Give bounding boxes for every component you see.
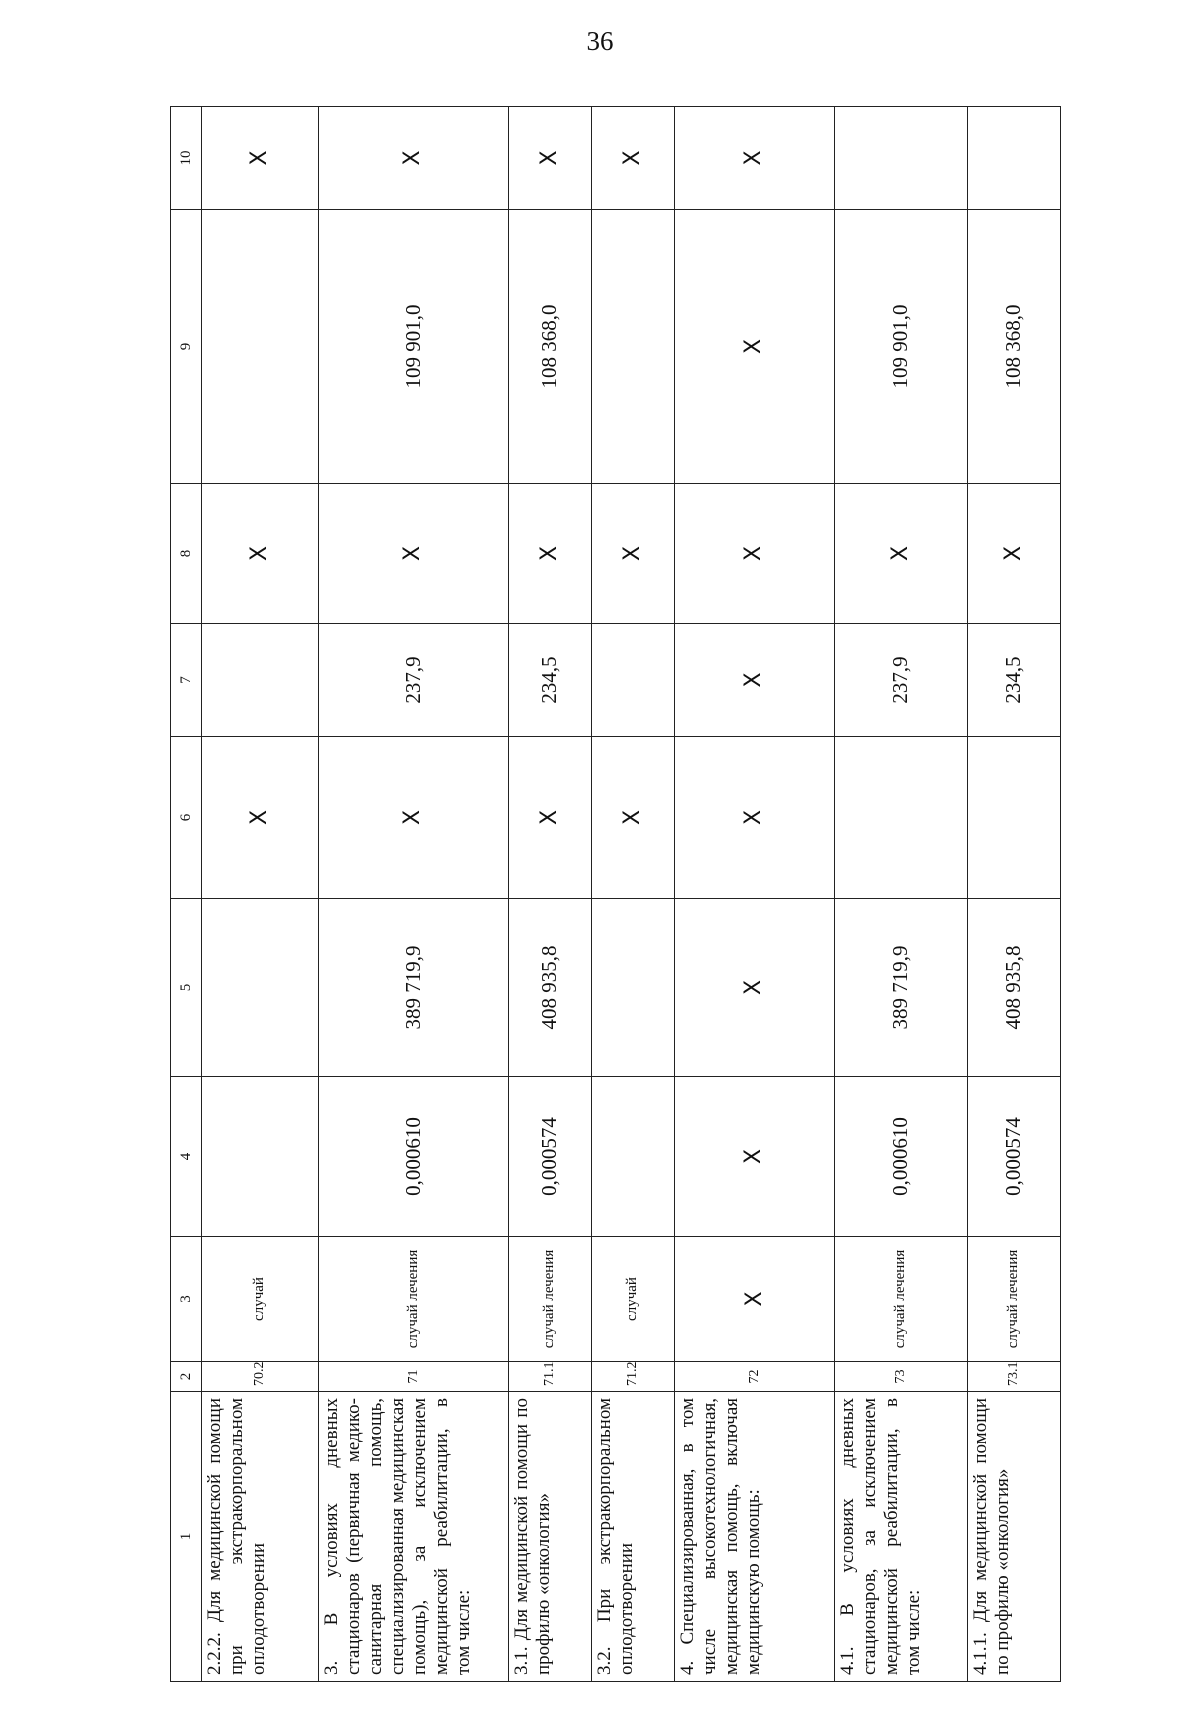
row-name: 3. В условиях дневных стационаров (первичная медико-санитарная помощь, специализированная медицинская помощь), за исключением медицинской реабилитации, в том числе: (319, 1392, 509, 1682)
value-cell: 109 901,0 (835, 210, 968, 484)
table-header (171, 107, 202, 1682)
row-code: 72 (675, 1362, 835, 1392)
value-cell (592, 624, 675, 737)
row-name: 4.1.1. Для медицинской помощи по профилю «онкология» (968, 1392, 1061, 1682)
value-cell (202, 624, 319, 737)
row-code: 73 (835, 1362, 968, 1392)
row-name: 4.1. В условиях дневных стационаров, за исключением медицинской реабилитации, в том числе: (835, 1392, 968, 1682)
value-cell (835, 737, 968, 899)
row-code: 71.2 (592, 1362, 675, 1392)
value-cell: X (592, 737, 675, 899)
value-cell (968, 107, 1061, 210)
value-cell: X (675, 624, 835, 737)
column-header: 9 (171, 210, 202, 484)
value-cell: X (509, 484, 592, 624)
value-cell: 0,000574 (968, 1077, 1061, 1237)
row-name: 2.2.2. Для медицинской помощи при экстракорпоральном оплодотворении (202, 1392, 319, 1682)
value-cell: 234,5 (509, 624, 592, 737)
column-header: 6 (171, 737, 202, 899)
value-cell: 389 719,9 (319, 899, 509, 1077)
table-row (319, 107, 509, 1682)
value-cell (202, 899, 319, 1077)
table-row (968, 107, 1061, 1682)
row-code: 71 (319, 1362, 509, 1392)
table-row (509, 107, 592, 1682)
value-cell: 389 719,9 (835, 899, 968, 1077)
value-cell (592, 899, 675, 1077)
value-cell: X (675, 1077, 835, 1237)
row-name: 4. Специализированная, в том числе высокотехнологичная, медицинская помощь, включая медицинскую помощь: (675, 1392, 835, 1682)
table-row (592, 107, 675, 1682)
value-cell: 0,000574 (509, 1077, 592, 1237)
value-cell: 0,000610 (835, 1077, 968, 1237)
value-cell: X (319, 484, 509, 624)
unit-cell: случай (202, 1237, 319, 1362)
value-cell: X (509, 107, 592, 210)
value-cell: X (319, 737, 509, 899)
value-cell: X (319, 107, 509, 210)
value-cell: X (202, 484, 319, 624)
value-cell: X (675, 107, 835, 210)
value-cell: 109 901,0 (319, 210, 509, 484)
value-cell: 0,000610 (319, 1077, 509, 1237)
column-header: 8 (171, 484, 202, 624)
rotated-table-container (170, 107, 1061, 1682)
value-cell (202, 210, 319, 484)
value-cell: 408 935,8 (968, 899, 1061, 1077)
value-cell: X (675, 210, 835, 484)
column-number-row (171, 107, 202, 1682)
unit-cell: X (675, 1237, 835, 1362)
value-cell: X (968, 484, 1061, 624)
table-row (835, 107, 968, 1682)
value-cell: 234,5 (968, 624, 1061, 737)
table-body (202, 107, 1061, 1682)
value-cell (968, 737, 1061, 899)
value-cell: X (509, 737, 592, 899)
value-cell: 108 368,0 (509, 210, 592, 484)
page-number: 36 (586, 26, 614, 56)
table-row (202, 107, 319, 1682)
value-cell: X (675, 737, 835, 899)
unit-cell: случай лечения (835, 1237, 968, 1362)
unit-cell: случай лечения (968, 1237, 1061, 1362)
column-header: 10 (171, 107, 202, 210)
column-header: 4 (171, 1077, 202, 1237)
table-row (675, 107, 835, 1682)
tariff-table (170, 106, 1061, 1682)
value-cell: 408 935,8 (509, 899, 592, 1077)
value-cell (202, 1077, 319, 1237)
row-code: 70.2 (202, 1362, 319, 1392)
value-cell: 237,9 (835, 624, 968, 737)
row-code: 71.1 (509, 1362, 592, 1392)
unit-cell: случай лечения (509, 1237, 592, 1362)
value-cell: X (835, 484, 968, 624)
column-header: 3 (171, 1237, 202, 1362)
value-cell: X (675, 899, 835, 1077)
row-name: 3.2. При экстракорпоральном оплодотворении (592, 1392, 675, 1682)
row-name: 3.1. Для медицинской помощи по профилю «онкология» (509, 1392, 592, 1682)
value-cell: 237,9 (319, 624, 509, 737)
unit-cell: случай лечения (319, 1237, 509, 1362)
unit-cell: случай (592, 1237, 675, 1362)
column-header: 5 (171, 899, 202, 1077)
value-cell: X (202, 737, 319, 899)
value-cell (592, 1077, 675, 1237)
column-header: 1 (171, 1392, 202, 1682)
value-cell: X (202, 107, 319, 210)
column-header: 7 (171, 624, 202, 737)
row-code: 73.1 (968, 1362, 1061, 1392)
value-cell (592, 210, 675, 484)
value-cell: X (592, 107, 675, 210)
value-cell (835, 107, 968, 210)
value-cell: X (675, 484, 835, 624)
value-cell: X (592, 484, 675, 624)
value-cell: 108 368,0 (968, 210, 1061, 484)
column-header: 2 (171, 1362, 202, 1392)
